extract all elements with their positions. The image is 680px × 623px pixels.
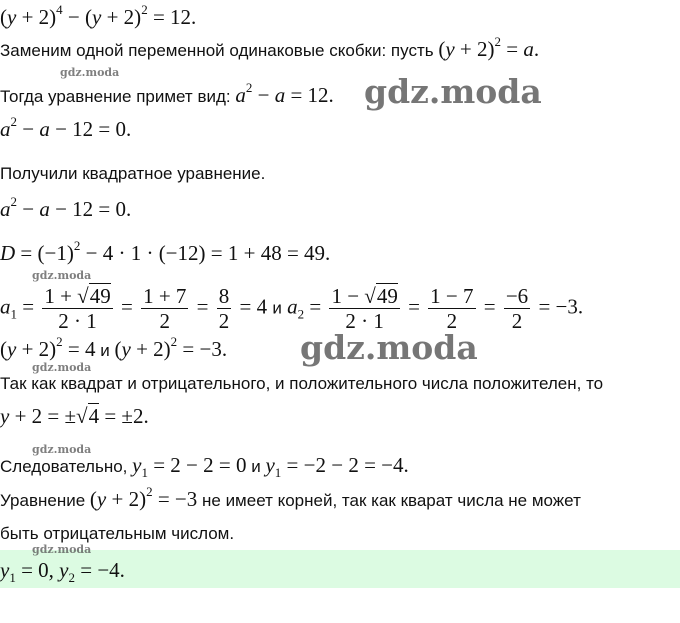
back-substitution-line: $(y + 2)^2 = 4$ и $(y + 2)^2 = -3$. (0, 334, 228, 361)
watermark-big: gdz.moda (364, 72, 542, 111)
equation-word: Уравнение (0, 491, 86, 510)
watermark-big: gdz.moda (300, 328, 478, 367)
watermark-small: gdz.moda (32, 361, 92, 374)
got-quadratic-line: Получили квадратное уравнение. (0, 164, 266, 183)
cannot-negative-line: быть отрицательным числом. (0, 524, 235, 543)
substitution-text: Заменим одной переменной одинаковые скобки: пусть (0, 41, 434, 60)
roots-line: $a_1$ = $\frac{1 + √49}{2 \cdot 1}$ = $\frac{1 + 7}{2}$ = $\frac{8}{2}$ = 4 и $a_2$ = $\frac{1 - √49}{2 \cdot 1}$ = $\frac{1 - 7}{2}$ = $\frac{-6}{2}$ = −3. (0, 284, 584, 334)
watermark-small: gdz.moda (60, 66, 120, 79)
then-equation-line: Тогда уравнение примет вид: $a^2 - a = 12$. (0, 80, 334, 107)
substitution-line: Заменим одной переменной одинаковые скобки: пусть $(y + 2)^2 = a$. (0, 34, 540, 61)
watermark-small: gdz.moda (32, 443, 92, 456)
and-word: и (100, 341, 110, 360)
no-roots-line: Уравнение $(y + 2)^2 = -3$ не имеет корней, так как кварат числа не может (0, 484, 581, 511)
since-square-line: Так как квадрат и отрицательного, и положительного числа положителен, то (0, 374, 604, 393)
discriminant-line: $D = (-1)^2 - 4 \cdot 1 \cdot (-12) = 1 + 48 = 49$. (0, 238, 331, 265)
consequently-text: Следовательно, (0, 457, 128, 476)
quadratic-equation-2: $a^2 - a - 12 = 0$. (0, 194, 132, 221)
then-equation-text: Тогда уравнение примет вид: (0, 87, 231, 106)
quadratic-equation-1: $a^2 - a - 12 = 0$. (0, 114, 132, 141)
final-answer: $y_1 = 0$, $y_2 = -4$. (0, 558, 125, 586)
plus-minus-line: y + 2 = ±√4 = ±2. (0, 404, 149, 428)
watermark-small: gdz.moda (32, 543, 92, 556)
and-word: и (272, 298, 282, 318)
and-word: и (251, 457, 261, 476)
watermark-small: gdz.moda (32, 269, 92, 282)
consequently-line: Следовательно, $y_1 = 2 - 2 = 0$ и $y_1 = -2 - 2 = -4$. (0, 453, 409, 481)
no-roots-text: не имеет корней, так как кварат числа не может (202, 491, 581, 510)
original-equation: $(y + 2)^4 - (y + 2)^2 = 12$. (0, 2, 197, 29)
